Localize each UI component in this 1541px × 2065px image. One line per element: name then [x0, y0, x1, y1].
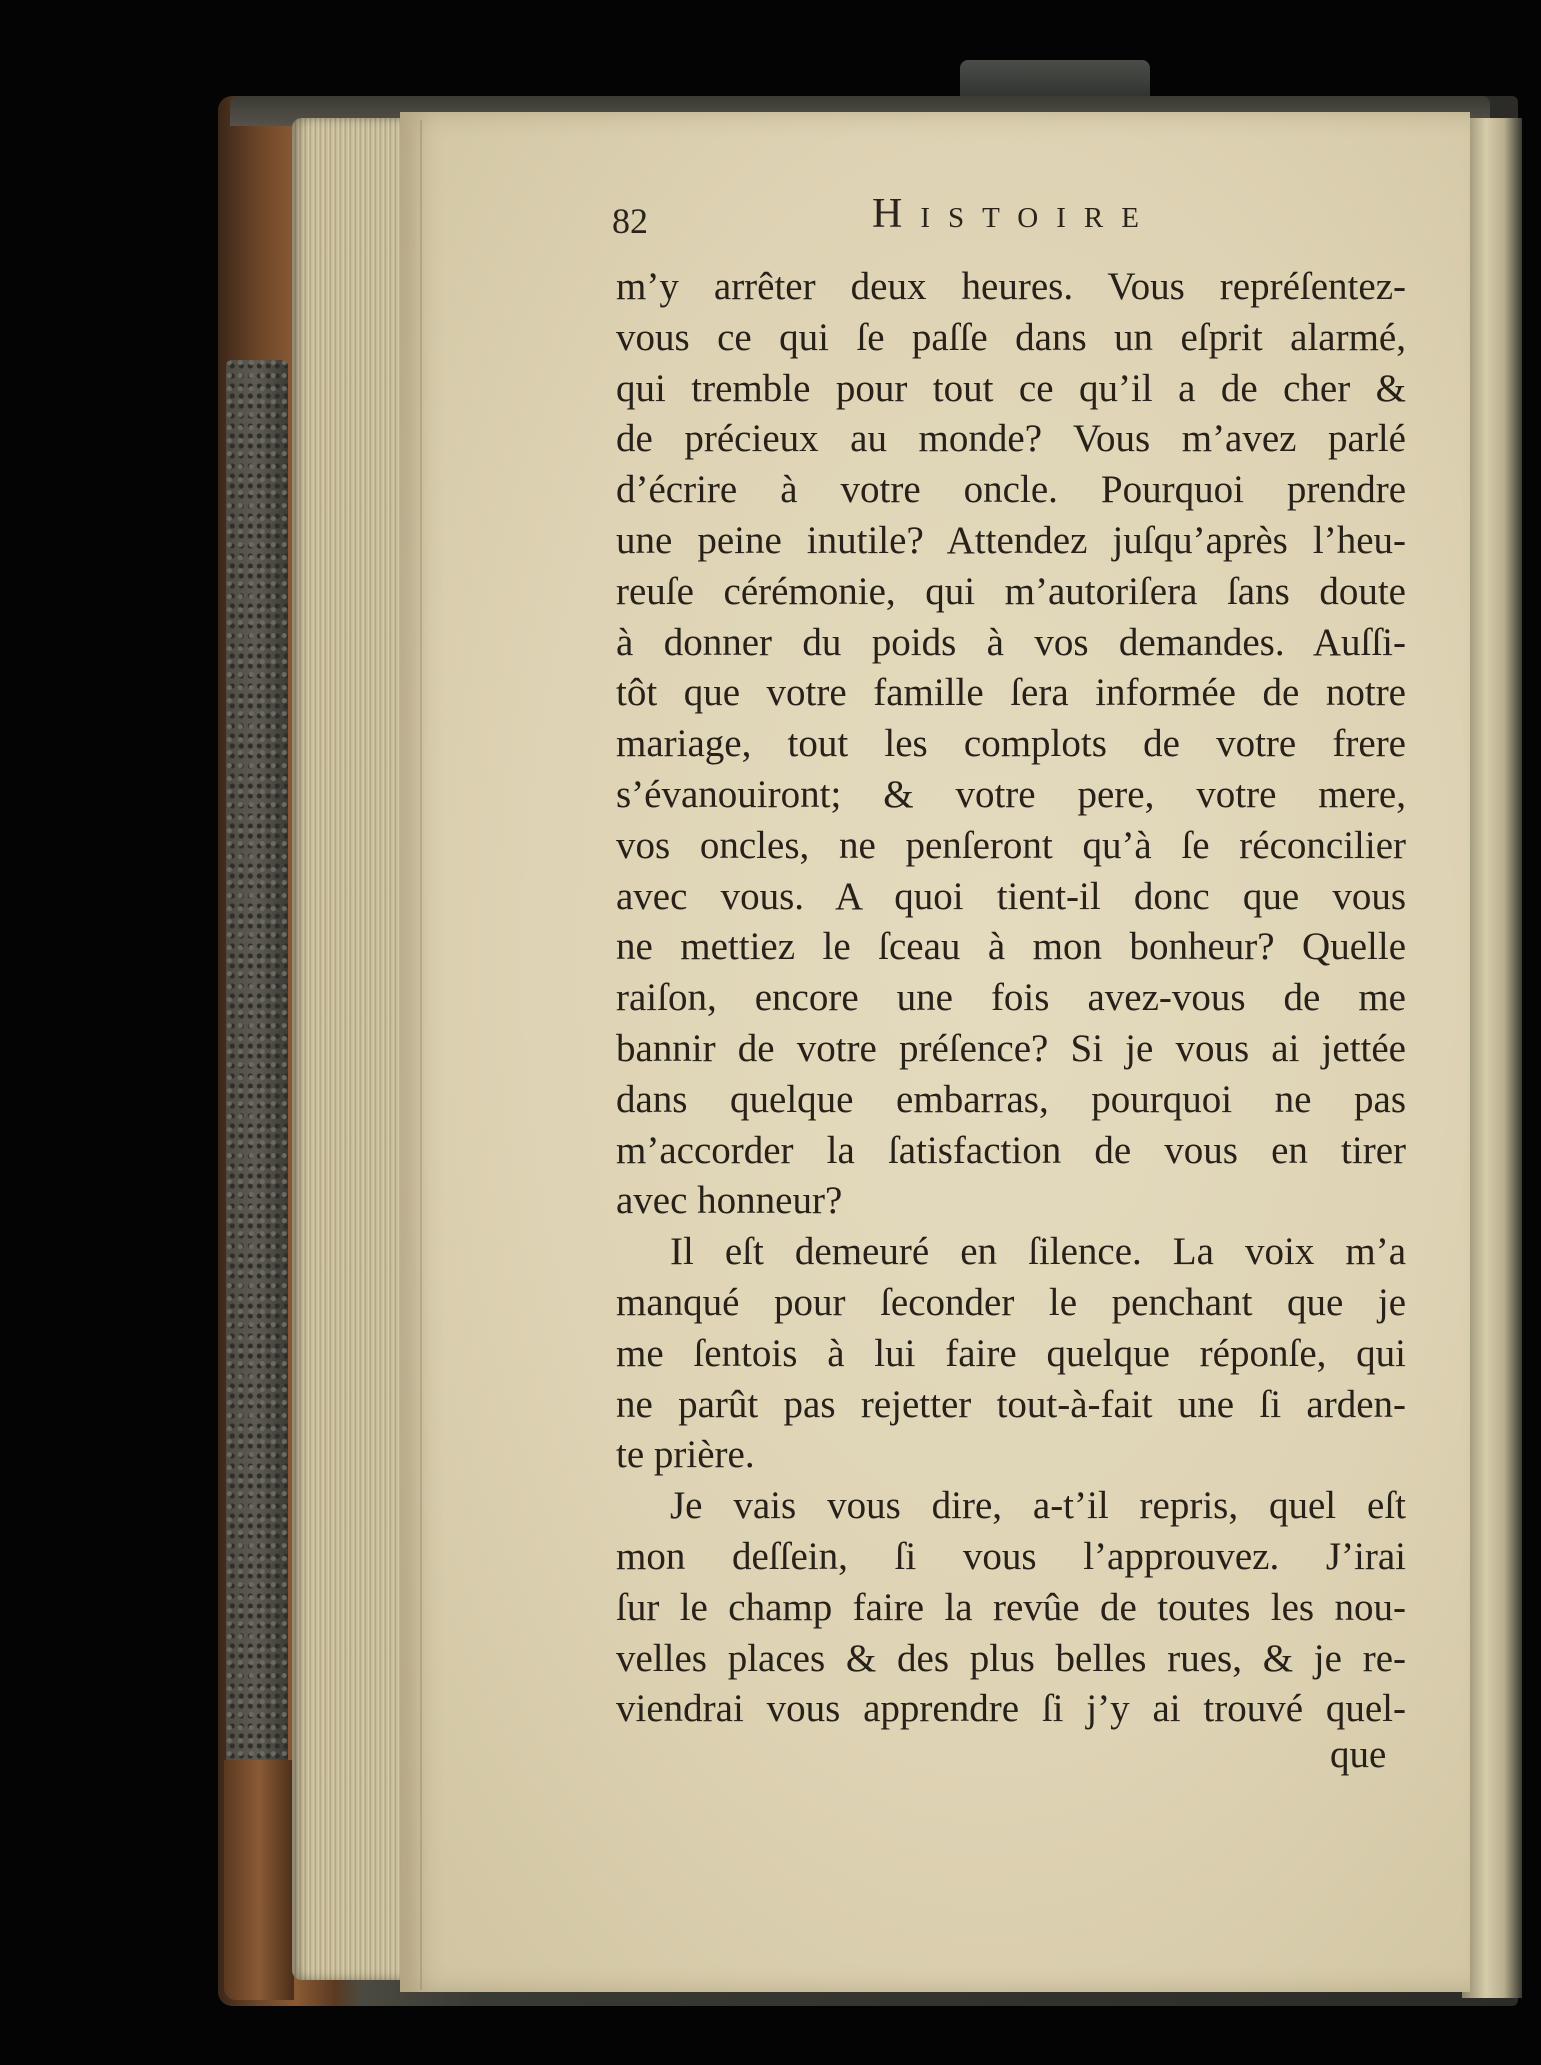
text-line: mon deſſein, ſi vous l’approuvez. J’irai — [616, 1534, 1406, 1578]
running-title: Histoire — [872, 191, 1157, 237]
text-line: dans quelque embarras, pourquoi ne pas — [616, 1077, 1406, 1121]
text-line: avec honneur? — [616, 1179, 843, 1223]
text-line: raiſon, encore une fois avez-vous de me — [616, 976, 1406, 1020]
text-line: vous ce qui ſe paſſe dans un eſprit alarmé, — [616, 315, 1406, 359]
text-line: te prière. — [616, 1433, 755, 1477]
text-line: ne mettiez le ſceau à mon bonheur? Quelle — [616, 925, 1406, 969]
text-line: qui tremble pour tout ce qu’il a de cher & — [616, 366, 1406, 410]
catchword: que — [1330, 1733, 1387, 1776]
text-line: vos oncles, ne penſeront qu’à ſe réconcilier — [616, 823, 1406, 867]
page-number: 82 — [612, 201, 648, 241]
marbled-cover-board — [226, 360, 288, 1780]
text-line: s’évanouiront; & votre pere, votre mere, — [616, 772, 1406, 816]
page-gutter — [420, 120, 422, 1990]
body-text — [616, 262, 1406, 1735]
text-line: velles places & des plus belles rues, & je re- — [616, 1636, 1406, 1680]
text-line: reuſe cérémonie, qui m’autoriſera ſans doute — [616, 569, 1406, 613]
text-line: m’accorder la ſatisfaction de vous en tirer — [616, 1128, 1406, 1172]
text-line: à donner du poids à vos demandes. Auſſi- — [616, 620, 1406, 664]
text-line: avec vous. A quoi tient-il donc que vous — [616, 874, 1406, 918]
text-line: m’y arrêter deux heures. Vous repréſentez- — [616, 265, 1406, 308]
leather-corner — [224, 1760, 294, 2000]
text-line: bannir de votre préſence? Si je vous ai jettée — [616, 1026, 1406, 1070]
text-line: ſur le champ faire la revûe de toutes les nou- — [616, 1585, 1406, 1629]
text-line: ne parût pas rejetter tout-à-fait une ſi arden- — [616, 1382, 1406, 1426]
text-line: de précieux au monde? Vous m’avez parlé — [616, 417, 1406, 461]
text-line: manqué pour ſeconder le penchant que je — [616, 1280, 1406, 1324]
text-line: mariage, tout les complots de votre frere — [616, 722, 1406, 766]
left-page-edges — [292, 118, 402, 1980]
running-head — [612, 190, 1412, 250]
right-page-edges — [1462, 118, 1522, 1998]
text-line: d’écrire à votre oncle. Pourquoi prendre — [616, 468, 1406, 512]
text-line: tôt que votre famille ſera informée de notre — [616, 671, 1406, 715]
text-line: Il eſt demeuré en ſilence. La voix m’a — [670, 1230, 1406, 1274]
text-line: une peine inutile? Attendez juſqu’après l’heu- — [616, 518, 1406, 562]
text-line: me ſentois à lui faire quelque réponſe, qui — [616, 1331, 1406, 1375]
text-line: Je vais vous dire, a-t’il repris, quel eſt — [670, 1484, 1406, 1528]
text-line: viendrai vous apprendre ſi j’y ai trouvé quel- — [616, 1687, 1406, 1731]
